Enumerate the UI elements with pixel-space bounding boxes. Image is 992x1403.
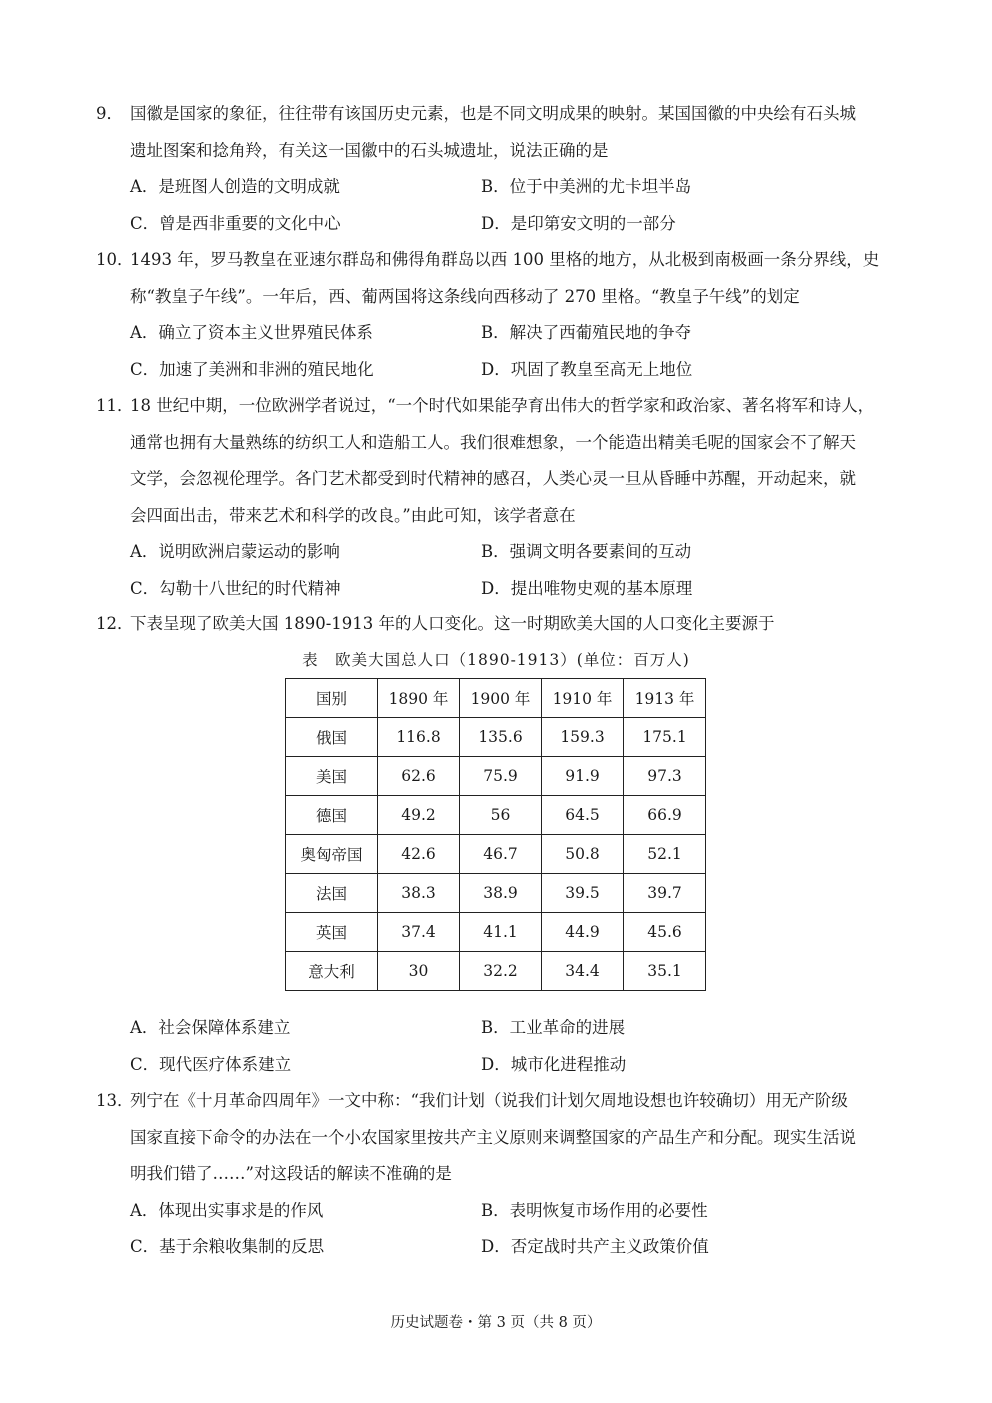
option-c: C．勾勒十八世纪的时代精神 (130, 578, 341, 598)
question-text: 下表呈现了欧美大国 1890-1913 年的人口变化。这一时期欧美大国的人口变化主要源于 (130, 614, 775, 633)
question-text: 明我们错了……”对这段话的解读不准确的是 (130, 1164, 452, 1183)
table-cell: 175.1 (624, 718, 706, 757)
table-cell: 52.1 (624, 835, 706, 874)
question-text: 列宁在《十月革命四周年》一文中称：“我们计划（说我们计划欠周地设想也许较确切）用无产阶级 (130, 1091, 848, 1110)
question-text: 通常也拥有大量熟练的纺织工人和造船工人。我们很难想象，一个能造出精美毛呢的国家会不了解天 (130, 432, 856, 452)
table-header-cell: 国别 (286, 679, 378, 718)
table-cell: 俄国 (286, 718, 378, 757)
question-text: 1493 年，罗马教皇在亚速尔群岛和佛得角群岛以西 100 里格的地方，从北极到南极画一条分界线，史 (130, 250, 880, 269)
question-10 (96, 242, 902, 388)
table-cell: 34.4 (542, 952, 624, 991)
table-cell: 75.9 (460, 757, 542, 796)
option-d: D．巩固了教皇至高无上地位 (481, 359, 693, 379)
question-text: 会四面出击，带来艺术和科学的改良。”由此可知，该学者意在 (130, 505, 576, 525)
question-11 (96, 388, 902, 607)
option-a: A．确立了资本主义世界殖民体系 (130, 323, 373, 342)
table-header-row (286, 679, 706, 718)
table-row (286, 718, 706, 757)
option-c: C．基于余粮收集制的反思 (130, 1237, 325, 1256)
option-b: B．表明恢复市场作用的必要性 (481, 1200, 708, 1220)
table-cell: 66.9 (624, 796, 706, 835)
option-c: C．加速了美洲和非洲的殖民地化 (130, 359, 374, 379)
question-number: 13． (96, 1091, 134, 1110)
question-9 (96, 96, 902, 242)
option-b: B．工业革命的进展 (481, 1018, 626, 1037)
table-cell: 42.6 (378, 835, 460, 874)
table-cell: 41.1 (460, 913, 542, 952)
option-a: A．是班图人创造的文明成就 (130, 177, 340, 196)
option-b: B．强调文明各要素间的互动 (481, 542, 692, 561)
table-header-cell: 1890 年 (378, 679, 460, 718)
table-cell: 39.7 (624, 874, 706, 913)
table-cell: 奥匈帝国 (286, 835, 378, 874)
question-text: 18 世纪中期，一位欧洲学者说过，“一个时代如果能孕育出伟大的哲学家和政治家、著名将军和诗人， (130, 396, 875, 415)
table-cell: 135.6 (460, 718, 542, 757)
question-number: 10． (96, 250, 134, 269)
table-header-cell: 1900 年 (460, 679, 542, 718)
table-cell: 49.2 (378, 796, 460, 835)
table-cell: 意大利 (286, 952, 378, 991)
table-row (286, 874, 706, 913)
page-footer: 历史试题卷・第 3 页（共 8 页） (390, 1315, 602, 1331)
table-row (286, 913, 706, 952)
table-cell: 法国 (286, 874, 378, 913)
option-b: B．位于中美洲的尤卡坦半岛 (481, 177, 692, 196)
option-a: A．社会保障体系建立 (130, 1018, 291, 1037)
option-d: D．提出唯物史观的基本原理 (481, 578, 693, 598)
question-number: 11． (96, 396, 134, 415)
table-cell: 116.8 (378, 718, 460, 757)
table-row (286, 757, 706, 796)
table-cell: 56 (460, 796, 542, 835)
option-b: B．解决了西葡殖民地的争夺 (481, 323, 692, 342)
option-d: D．是印第安文明的一部分 (481, 213, 676, 233)
table-row (286, 952, 706, 991)
question-text: 遗址图案和捻角羚，有关这一国徽中的石头城遗址，说法正确的是 (130, 140, 609, 160)
question-text: 称“教皇子午线”。一年后，西、葡两国将这条线向西移动了 270 里格。“教皇子午线”的划定 (130, 286, 800, 306)
question-12-options (96, 1010, 902, 1083)
table-cell: 美国 (286, 757, 378, 796)
table-cell: 46.7 (460, 835, 542, 874)
table-cell: 62.6 (378, 757, 460, 796)
question-13 (96, 1083, 902, 1266)
option-d: D．否定战时共产主义政策价值 (481, 1237, 709, 1256)
question-text: 国家直接下命令的办法在一个小农国家里按共产主义原则来调整国家的产品生产和分配。现实生活说 (130, 1127, 856, 1147)
option-d: D．城市化进程推动 (481, 1054, 627, 1074)
table-cell: 50.8 (542, 835, 624, 874)
question-number: 9． (96, 104, 123, 123)
table-cell: 91.9 (542, 757, 624, 796)
question-text: 文学，会忽视伦理学。各门艺术都受到时代精神的感召，人类心灵一旦从昏睡中苏醒，开动起来，就 (130, 469, 856, 488)
table-cell: 德国 (286, 796, 378, 835)
option-a: A．体现出实事求是的作风 (130, 1200, 324, 1220)
table-cell: 英国 (286, 913, 378, 952)
table-cell: 97.3 (624, 757, 706, 796)
table-cell: 44.9 (542, 913, 624, 952)
table-cell: 37.4 (378, 913, 460, 952)
population-table (285, 678, 706, 991)
question-12 (96, 606, 902, 643)
question-text: 国徽是国家的象征，往往带有该国历史元素，也是不同文明成果的映射。某国国徽的中央绘有石头城 (130, 104, 856, 123)
table-cell: 64.5 (542, 796, 624, 835)
option-a: A．说明欧洲启蒙运动的影响 (130, 542, 340, 561)
option-c: C．现代医疗体系建立 (130, 1054, 292, 1074)
table-cell: 38.9 (460, 874, 542, 913)
table-row (286, 835, 706, 874)
table-cell: 30 (378, 952, 460, 991)
option-c: C．曾是西非重要的文化中心 (130, 213, 341, 233)
table-cell: 45.6 (624, 913, 706, 952)
table-row (286, 796, 706, 835)
table-cell: 159.3 (542, 718, 624, 757)
table-cell: 38.3 (378, 874, 460, 913)
table-cell: 32.2 (460, 952, 542, 991)
question-number: 12． (96, 614, 134, 633)
table-caption: 表 欧美大国总人口（1890-1913）(单位：百万人) (302, 651, 690, 669)
table-header-cell: 1913 年 (624, 679, 706, 718)
table-header-cell: 1910 年 (542, 679, 624, 718)
table-cell: 35.1 (624, 952, 706, 991)
table-cell: 39.5 (542, 874, 624, 913)
